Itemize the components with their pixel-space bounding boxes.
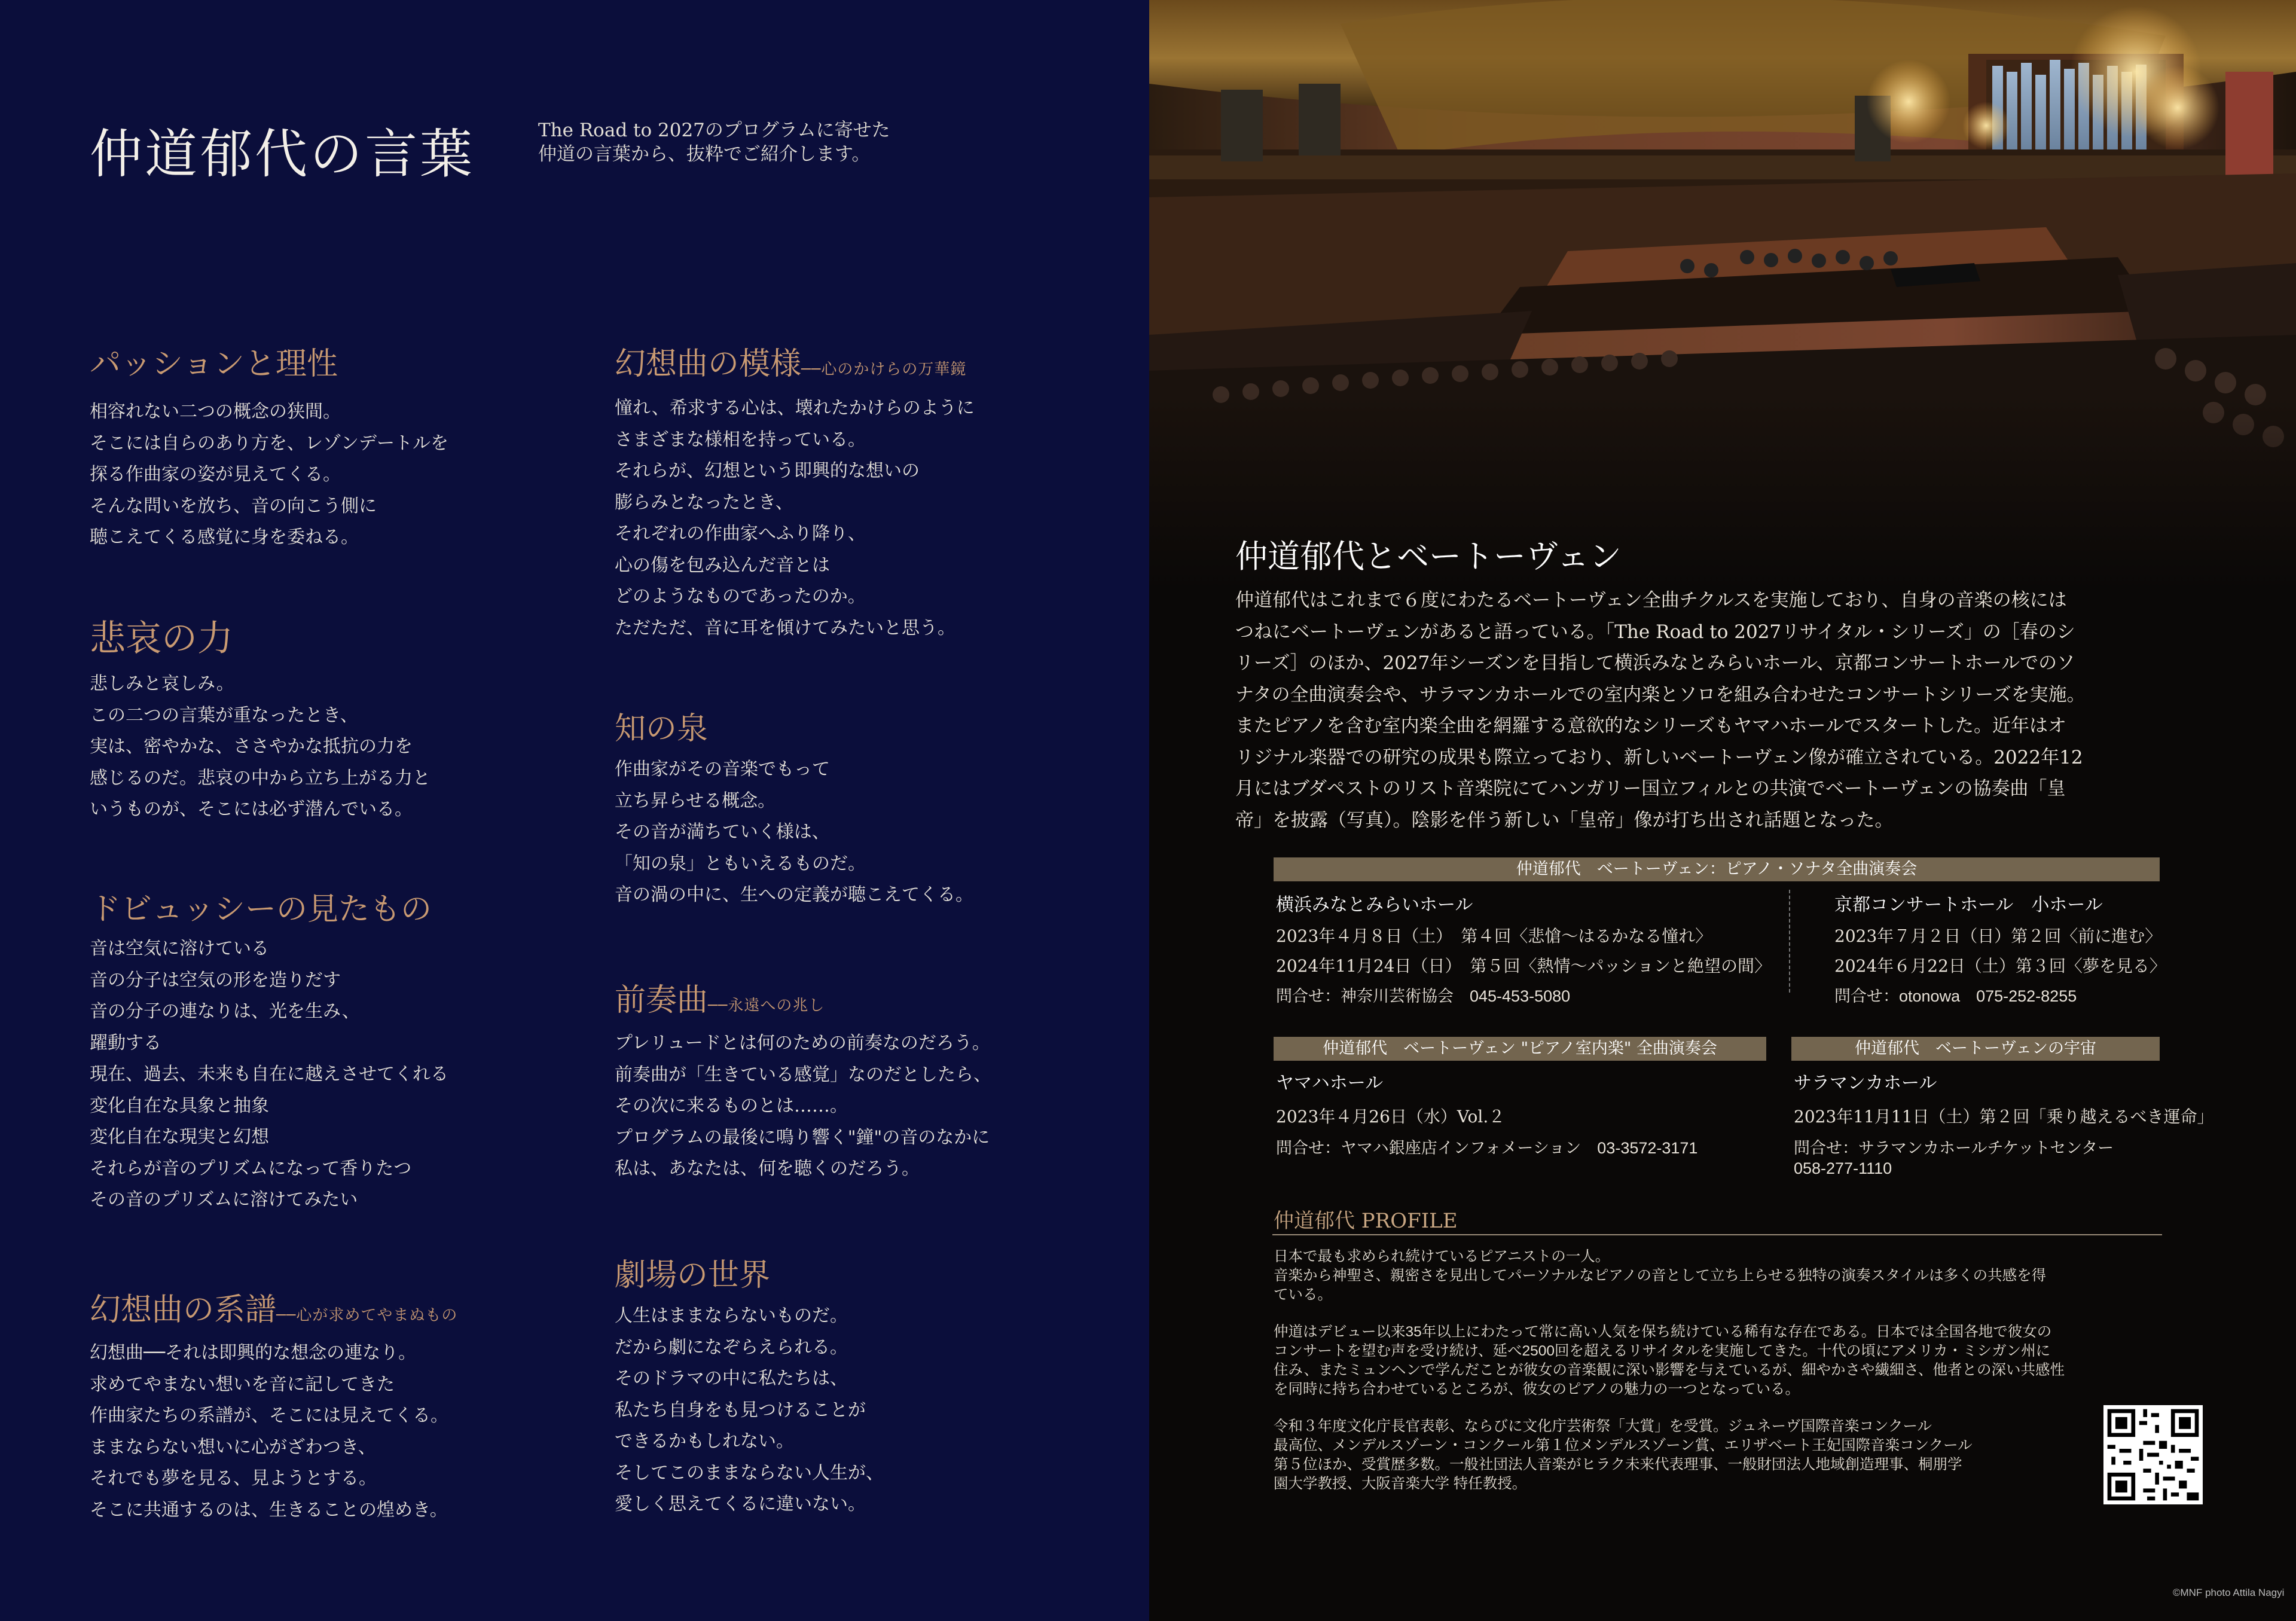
body-line: いうものが、そこには必ず潜んでいる。 xyxy=(90,799,413,820)
body-line: 膨らみとなったとき、 xyxy=(615,492,793,513)
body-line: 作曲家がその音楽でもって xyxy=(615,759,830,780)
body-line: だから劇になぞらえられる。 xyxy=(615,1336,848,1358)
section-title: 幻想曲の系譜 xyxy=(90,1292,277,1328)
body-line: 音の分子の連なりは、光を生み、 xyxy=(90,1001,360,1022)
section-subtitle: ──心が求めてやまぬもの xyxy=(276,1306,458,1324)
feature-title: 仲道郁代とベートーヴェン xyxy=(1235,538,1622,575)
body-line: 人生はままならないものだ。 xyxy=(615,1305,848,1326)
body-line: その音が満ちていく様は、 xyxy=(615,822,830,842)
section-title: ドビュッシーの見たもの xyxy=(90,892,432,927)
body-line: 私は、あなたは、何を聴くのだろう。 xyxy=(615,1158,920,1179)
chamber-series-banner: 仲道郁代 ベートーヴェン "ピアノ室内楽" 全曲演奏会 xyxy=(1274,1037,1766,1061)
body-line: そこに共通するのは、生きることの煌めき。 xyxy=(90,1499,448,1521)
section-body xyxy=(90,1338,457,1526)
venue-name: 横浜みなとみらいホール xyxy=(1276,895,1473,915)
concert-series-banner: 仲道郁代 ベートーヴェン：ピアノ・ソナタ全曲演奏会 xyxy=(1274,857,2160,881)
body-line: それでも夢を見る、見ようとする。 xyxy=(90,1468,377,1489)
body-line: 幻想曲──それは即興的な想念の連なり。 xyxy=(90,1342,417,1363)
venue-name: ヤマハホール xyxy=(1276,1073,1384,1094)
body-line: 仲道郁代はこれまで６度にわたるベートーヴェン全曲チクルスを実施しており、自身の音楽の核には xyxy=(1235,590,2067,611)
body-line: その次に来るものとは……。 xyxy=(615,1095,848,1116)
section-debussy xyxy=(90,884,448,1216)
body-line: 前奏曲が「生きている感覚」なのだとしたら、 xyxy=(615,1064,991,1085)
body-line: 立ち昇らせる概念。 xyxy=(615,790,776,811)
concert-venue-yokohama xyxy=(1276,890,1771,1006)
right-page xyxy=(1149,0,2296,1621)
contact-info: 問合せ：ヤマハ銀座店インフォメーション 03-3572-3171 xyxy=(1276,1139,1698,1157)
body-line: ただただ、音に耳を傾けてみたいと思う。 xyxy=(615,617,955,639)
body-line: プレリュードとは何のための前奏なのだろう。 xyxy=(615,1033,990,1054)
body-line: それぞれの作曲家へふり降り、 xyxy=(615,523,866,544)
body-line: 憧れ、希求する心は、壊れたかけらのように xyxy=(615,398,975,419)
section-theatre xyxy=(615,1250,884,1521)
section-fantasy-lineage xyxy=(90,1284,457,1526)
body-line: 音の分子は空気の形を造りだす xyxy=(90,969,341,991)
section-title: 劇場の世界 xyxy=(615,1257,771,1293)
section-passion xyxy=(90,338,448,554)
photo-credit: ©MNF photo Attila Nagyi xyxy=(2173,1587,2285,1598)
profile-line: を同時に持ち合わせているところが、彼女のピアノの魅力の一つとなっている。 xyxy=(1274,1381,1800,1397)
body-line: できるかもしれない。 xyxy=(615,1431,794,1452)
section-subtitle: ──心のかけらの万華鏡 xyxy=(801,361,967,378)
feature-body xyxy=(1235,585,2086,836)
body-line: ナタの全曲演奏会や、サラマンカホールでの室内楽とソロを組み合わせたコンサートシリーズを実施。 xyxy=(1235,683,2086,706)
body-line: 帝」を披露（写真）。陰影を伴う新しい「皇帝」像が打ち出され話題となった。 xyxy=(1235,809,1894,831)
contact-info: 問合せ：サラマンカホールチケットセンター xyxy=(1794,1139,2114,1157)
body-line: 聴こえてくる感覚に身を委ねる。 xyxy=(90,527,359,548)
venue-name: サラマンカホール xyxy=(1794,1073,1937,1094)
body-line: 音は空気に溶けている xyxy=(90,938,269,959)
section-prelude xyxy=(615,975,991,1185)
concert-date: 2024年６月22日（土）第３回〈夢を見る〉 xyxy=(1834,956,2166,976)
section-body xyxy=(90,668,430,826)
profile-divider xyxy=(1272,1234,2162,1235)
body-line: 悲しみと哀しみ。 xyxy=(90,673,234,694)
profile-line: 日本で最も求められ続けているピアニストの一人。 xyxy=(1274,1248,1610,1265)
qr-code-icon xyxy=(2103,1405,2203,1504)
body-line: 感じるのだ。悲哀の中から立ち上がる力と xyxy=(90,767,430,789)
profile-text xyxy=(1274,1247,2065,1494)
concert-venue-yamaha xyxy=(1276,1068,1697,1158)
body-line: 現在、過去、未来も自在に越えさせてくれる xyxy=(90,1064,448,1085)
body-line: その音のプリズムに溶けてみたい xyxy=(90,1189,358,1210)
concert-date: 2023年７月２日（日）第２回〈前に進む〉 xyxy=(1834,926,2162,946)
section-body xyxy=(615,1028,991,1185)
concert-hall-illustration xyxy=(1149,0,2296,592)
concert-venue-kyoto xyxy=(1834,890,2166,1006)
section-title: 幻想曲の模様 xyxy=(615,346,802,382)
body-line: 変化自在な具象と抽象 xyxy=(90,1095,269,1116)
section-fantasy-pattern xyxy=(615,338,975,644)
body-line: どのようなものであったのか。 xyxy=(615,586,866,607)
body-line: 私たち自身をも見つけることが xyxy=(615,1399,866,1421)
section-body xyxy=(615,1301,884,1521)
body-line: プログラムの最後に鳴り響く"鐘"の音のなかに xyxy=(615,1127,990,1148)
contact-phone: 058-277-1110 xyxy=(1794,1159,1892,1177)
profile-heading: 仲道郁代 PROFILE xyxy=(1274,1209,1458,1233)
body-line: 月にはブダペストのリスト音楽院にてハンガリー国立フィルとの共演でベートーヴェンの協奏曲「皇 xyxy=(1235,778,2066,799)
profile-line: 第５位ほか、受賞歴多数。一般社団法人音楽がヒラク未来代表理事、一般財団法人地域創造理事、桐朋学 xyxy=(1274,1457,1962,1473)
intro-line: 仲道の言葉から、抜粋でご紹介します。 xyxy=(538,144,871,165)
body-line: そこには自らのあり方を、レゾンデートルを xyxy=(90,432,448,454)
concert-date: 2023年４月８日（土） 第４回〈悲愴〜はるかなる憧れ〉 xyxy=(1276,926,1712,946)
body-line: 探る作曲家の姿が見えてくる。 xyxy=(90,464,341,485)
body-line: それらが、幻想という即興的な想いの xyxy=(615,460,920,481)
concert-venue-salamanca xyxy=(1794,1068,2214,1178)
contact-info: 問合せ：otonowa 075-252-8255 xyxy=(1834,987,2077,1005)
body-line: つねにベートーヴェンがあると語っている。「The Road to 2027リサイタル・シリーズ」の［春のシ xyxy=(1235,621,2075,643)
body-line: 音の渦の中に、生への定義が聴こえてくる。 xyxy=(615,884,973,905)
concert-date: 2024年11月24日（日） 第５回〈熱情〜パッションと絶望の間〉 xyxy=(1276,956,1771,976)
venue-name: 京都コンサートホール 小ホール xyxy=(1834,895,2103,915)
intro-text xyxy=(538,118,890,166)
profile-line: 園大学教授、大阪音楽大学 特任教授。 xyxy=(1274,1476,1527,1492)
concert-date: 2023年４月26日（水）Vol.２ xyxy=(1276,1107,1506,1127)
body-line: 躍動する xyxy=(90,1032,161,1054)
intro-line: The Road to 2027のプログラムに寄せた xyxy=(538,120,890,141)
body-line: さまざまな様相を持っている。 xyxy=(615,429,866,450)
body-line: そしてこのままならない人生が、 xyxy=(615,1462,884,1483)
body-line: 作曲家たちの系譜が、そこには見えてくる。 xyxy=(90,1405,448,1426)
concert-hall-photo xyxy=(1149,0,2296,592)
section-body xyxy=(615,754,973,911)
section-title: パッションと理性 xyxy=(90,346,338,382)
body-line: ままならない想いに心がざわつき、 xyxy=(90,1436,376,1458)
qr-code[interactable] xyxy=(2103,1405,2203,1504)
body-line: 求めてやまない想いを音に記してきた xyxy=(90,1373,395,1395)
body-line: 実は、密やかな、ささやかな抵抗の力を xyxy=(90,736,413,757)
body-line: 心の傷を包み込んだ音とは xyxy=(615,554,830,576)
body-line: 愛しく思えてくるに違いない。 xyxy=(615,1494,866,1515)
profile-line: 仲道はデビュー以来35年以上にわたって常に高い人気を保ち続けている稀有な存在である。日本では全国各地で彼女の xyxy=(1274,1324,2052,1340)
section-title: 前奏曲 xyxy=(615,982,709,1018)
page-title: 仲道郁代の言葉 xyxy=(90,123,475,185)
profile-line: 令和３年度文化庁長官表彰、ならびに文化庁芸術祭「大賞」を受賞。ジュネーヴ国際音楽コンクール xyxy=(1274,1418,1932,1434)
section-body xyxy=(90,396,448,554)
section-title: 悲哀の力 xyxy=(90,618,233,660)
body-line: リジナル楽器での研究の成果も際立っており、新しいベートーヴェン像が確立されている。2022年12 xyxy=(1235,746,2083,768)
section-body xyxy=(90,933,448,1216)
body-line: またピアノを含む室内楽全曲を網羅する意欲的なシリーズもヤマハホールでスタートした。近年はオ xyxy=(1235,715,2067,737)
body-line: リーズ］のほか、2027年シーズンを目指して横浜みなとみらいホール、京都コンサートホールでのソ xyxy=(1235,652,2075,674)
profile-line: 音楽から神聖さ、親密さを見出してパーソナルなピアノの音として立ち上らせる独特の演奏スタイルは多くの共感を得 xyxy=(1274,1268,2047,1284)
contact-info: 問合せ：神奈川芸術協会 045-453-5080 xyxy=(1276,987,1571,1005)
body-line: それらが音のプリズムになって香りたつ xyxy=(90,1158,412,1179)
section-spring xyxy=(615,703,973,911)
profile-line: コンサートを望む声を受け続け、延べ2500回を超えるリサイタルを実施してきた。十代の頃にアメリカ・ミシガン州に xyxy=(1274,1343,2051,1359)
profile-line: 住み、またミュンヘンで学んだことが彼女の音楽観に深い影響を与えているが、細やかさや繊細さ、他者との深い共感性 xyxy=(1274,1362,2065,1378)
section-subtitle: ──永遠への兆し xyxy=(708,997,825,1015)
body-line: 相容れない二つの概念の狭間。 xyxy=(90,401,341,422)
body-line: 変化自在な現実と幻想 xyxy=(90,1127,269,1147)
universe-series-banner: 仲道郁代 ベートーヴェンの宇宙 xyxy=(1791,1037,2160,1061)
profile-line: ている。 xyxy=(1274,1287,1332,1303)
column-divider xyxy=(1789,890,1790,993)
body-line: そのドラマの中に私たちは、 xyxy=(615,1368,848,1389)
body-line: そんな問いを放ち、音の向こう側に xyxy=(90,495,377,517)
concert-date: 2023年11月11日（土）第２回「乗り越えるべき運命」 xyxy=(1794,1107,2214,1127)
section-sorrow xyxy=(90,610,430,826)
section-body xyxy=(615,393,975,644)
section-title: 知の泉 xyxy=(615,711,709,747)
body-line: 「知の泉」ともいえるものだ。 xyxy=(615,853,866,874)
body-line: この二つの言葉が重なったとき、 xyxy=(90,704,358,726)
profile-line: 最高位、メンデルスゾーン・コンクール第１位メンデルスゾーン賞、エリザベート王妃国際音楽コンクール xyxy=(1274,1437,1973,1454)
